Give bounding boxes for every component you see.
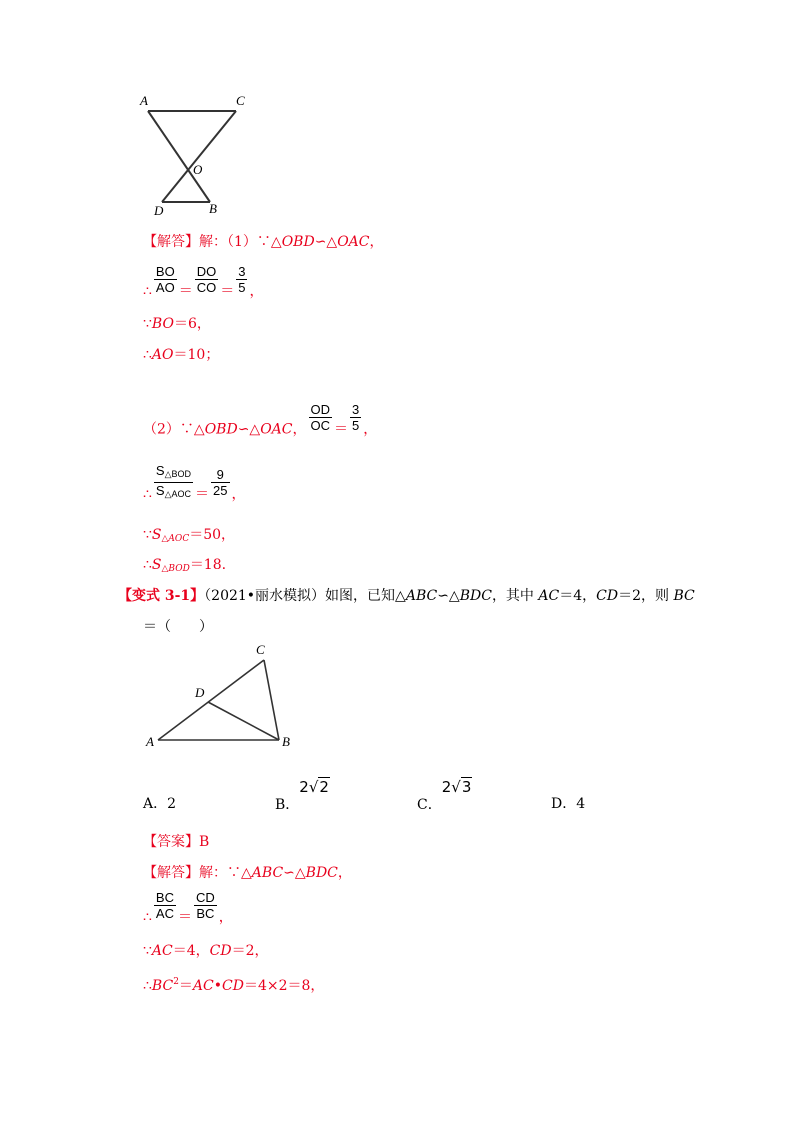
frac-od-oc-num: OD xyxy=(310,402,330,417)
sol3-result-bc: BC xyxy=(151,978,174,994)
sol2-comma-3: ， xyxy=(231,486,246,503)
sol1-intro: 解：（1）∵△ xyxy=(199,234,282,250)
s-symbol-2: S xyxy=(155,483,165,498)
segment-db-2 xyxy=(208,702,279,740)
sol1-given-prefix: ∵ xyxy=(143,316,152,332)
sol2-t2: OAC xyxy=(260,421,293,438)
sol1-result xyxy=(143,346,219,364)
figure-hourglass xyxy=(130,88,260,218)
s-symbol-1: S xyxy=(155,463,165,478)
segment-ab xyxy=(148,111,210,202)
sol1-t1: OBD xyxy=(281,234,315,250)
frac-do-co-den: CO xyxy=(196,280,217,295)
sol1-given xyxy=(143,315,211,333)
label-o: O xyxy=(193,162,203,177)
option-d[interactable] xyxy=(551,795,585,813)
sol2-sim: ∽△ xyxy=(237,421,261,438)
option-b[interactable] xyxy=(275,778,330,814)
frac-do-co xyxy=(195,264,219,295)
sol2-given-sub: △AOC xyxy=(161,534,190,544)
sol2-given-rest: ＝50， xyxy=(189,527,236,543)
frac-bo-ao xyxy=(154,264,177,295)
option-d-letter: D． xyxy=(551,796,577,812)
sol2-comma-2: ， xyxy=(363,421,378,438)
variant-mid: ，其中 xyxy=(491,588,539,604)
sol2-t1: OBD xyxy=(204,421,238,438)
frac-cd-bc-den: BC xyxy=(196,906,215,921)
variant-ac-val: ＝4， xyxy=(559,588,597,604)
label-d: D xyxy=(154,203,164,218)
option-c[interactable] xyxy=(417,778,472,814)
frac-9-25 xyxy=(211,467,229,498)
sol3-sim: ∽△ xyxy=(283,865,306,881)
sol1-result-prefix: ∴ xyxy=(143,347,152,363)
option-b-radicand: 2 xyxy=(319,778,329,796)
option-c-coef: 2 xyxy=(441,778,452,796)
frac-3-5 xyxy=(236,264,247,295)
sol1-given-var: BO xyxy=(151,316,174,332)
option-a[interactable] xyxy=(143,795,176,813)
sol3-abc: ABC xyxy=(251,865,284,881)
variant-abc: ABC xyxy=(405,588,438,604)
frac-bc-ac-den: AC xyxy=(155,906,174,921)
frac-3-5-den: 5 xyxy=(238,280,246,295)
frac-3-5-b-num: 3 xyxy=(352,402,360,417)
sol1-comma: ， xyxy=(369,234,384,250)
sol3-tag: 【解答】 xyxy=(143,865,199,881)
frac-9-25-den: 25 xyxy=(213,483,228,498)
option-c-letter: C． xyxy=(417,797,442,813)
sol1-therefore: ∴ xyxy=(143,283,152,300)
segment-cd xyxy=(162,111,236,202)
frac-area xyxy=(154,463,193,502)
sub-aoc: △AOC xyxy=(164,489,192,499)
option-a-letter: A． xyxy=(143,796,168,812)
answer-line xyxy=(143,833,209,851)
sol3-result-ac: AC xyxy=(192,978,214,994)
label-b-2: B xyxy=(282,734,290,749)
label-c: C xyxy=(236,93,245,108)
frac-3-5-b-den: 5 xyxy=(352,418,360,433)
frac-9-25-num: 9 xyxy=(211,467,229,483)
sol2-result-sub: △BOD xyxy=(161,564,190,574)
variant-tag: 【变式 3-1】 xyxy=(118,588,205,604)
option-c-radicand: 3 xyxy=(461,778,472,796)
sol3-given-prefix: ∵ xyxy=(143,943,152,959)
sol2-result-rest: ＝18. xyxy=(189,557,227,573)
sol1-tag: 【解答】 xyxy=(143,234,199,250)
sol3-given xyxy=(143,942,269,960)
sol3-result-prefix: ∴ xyxy=(143,978,152,994)
sol3-given-ac-val: ＝4， xyxy=(172,943,210,959)
sol3-comma: ， xyxy=(337,865,352,881)
eq-1: ＝ xyxy=(178,283,193,300)
option-b-letter: B． xyxy=(275,797,300,813)
variant-stem-text: （2021•丽水模拟）如图，已知△ xyxy=(204,588,406,604)
sol1-result-rest: ＝10； xyxy=(173,347,220,363)
option-b-value: 2√2 xyxy=(299,778,329,796)
sol3-therefore: ∴ xyxy=(143,909,152,926)
eq-5: ＝ xyxy=(177,909,192,926)
sol2-therefore: ∴ xyxy=(143,486,152,503)
option-a-value: 2 xyxy=(167,796,177,812)
sol3-given-cd: CD xyxy=(209,943,232,959)
sol2-given-prefix: ∵ xyxy=(143,527,152,543)
frac-od-oc xyxy=(309,402,333,433)
answer-value: B xyxy=(199,834,210,850)
eq-3: ＝ xyxy=(334,421,348,438)
frac-cd-bc xyxy=(194,890,217,921)
answer-tag: 【答案】 xyxy=(143,834,199,850)
sol2-given-s: S xyxy=(151,527,162,543)
frac-3-5-num: 3 xyxy=(238,264,246,279)
frac-bc-ac-num: BC xyxy=(155,890,174,905)
sol1-ratio-line xyxy=(143,264,263,301)
frac-od-oc-den: OC xyxy=(310,418,330,433)
variant-ac: AC xyxy=(538,588,560,604)
frac-cd-bc-num: CD xyxy=(195,890,215,905)
label-b: B xyxy=(209,201,217,216)
sol3-intro: 解：∵△ xyxy=(199,865,252,881)
eq-2: ＝ xyxy=(220,283,235,300)
sol3-comma-2: ， xyxy=(218,909,233,926)
sol1-sim: ∽△ xyxy=(314,234,338,250)
sol2-area-ratio xyxy=(143,463,246,504)
label-c-2: C xyxy=(256,642,265,657)
segment-cb-2 xyxy=(264,660,279,740)
sol1-line1 xyxy=(143,233,384,251)
sol3-result-eq: ＝ xyxy=(178,978,193,994)
frac-bo-ao-num: BO xyxy=(155,264,175,279)
variant-bc: BC xyxy=(673,588,695,604)
figure-triangle xyxy=(140,640,300,755)
sol1-t2: OAC xyxy=(337,234,370,250)
sol3-result-dot: • xyxy=(213,978,223,994)
sub-bod: △BOD xyxy=(164,469,192,479)
label-a-2: A xyxy=(146,734,154,749)
option-d-value: 4 xyxy=(576,796,586,812)
label-d-2: D xyxy=(195,685,205,700)
sol3-result-sq: 2 xyxy=(173,977,179,987)
sol3-given-cd-val: ＝2， xyxy=(231,943,269,959)
sol3-given-ac: AC xyxy=(151,943,173,959)
sol2-intro: （2）∵△ xyxy=(143,421,205,438)
eq-4: ＝ xyxy=(195,486,210,503)
option-c-value: 2√3 xyxy=(441,778,472,796)
sol2-line1 xyxy=(143,402,377,439)
sol2-comma: ， xyxy=(292,421,307,438)
frac-area-num xyxy=(154,463,193,483)
sol2-result-prefix: ∴ xyxy=(143,557,152,573)
variant-sim: ∽△ xyxy=(437,588,460,604)
option-b-coef: 2 xyxy=(299,778,309,796)
sol1-given-rest: ＝6， xyxy=(173,316,211,332)
variant-line2: ＝（ ） xyxy=(143,619,213,635)
sol3-result xyxy=(143,973,324,995)
segment-ac-2 xyxy=(158,660,264,740)
variant-bdc: BDC xyxy=(459,588,492,604)
label-a: A xyxy=(140,93,148,108)
variant-stem xyxy=(118,587,695,605)
variant-cd-val: ＝2，则 xyxy=(618,588,674,604)
sol3-line1 xyxy=(143,864,352,882)
sol3-result-cd: CD xyxy=(222,978,244,994)
frac-bo-ao-den: AO xyxy=(155,280,175,295)
frac-3-5-b xyxy=(350,402,361,433)
variant-cd: CD xyxy=(596,588,619,604)
sol2-result-s: S xyxy=(151,557,162,573)
sol3-bdc: BDC xyxy=(305,865,338,881)
sol1-comma-2: ， xyxy=(249,283,264,300)
sol2-given xyxy=(143,526,235,548)
frac-area-den xyxy=(154,483,193,502)
sol1-result-var: AO xyxy=(151,347,174,363)
sol2-result xyxy=(143,556,226,578)
sol3-result-rest: ＝4×2＝8， xyxy=(243,978,325,994)
frac-bc-ac xyxy=(154,890,176,921)
sol3-ratio-line xyxy=(143,890,233,927)
frac-do-co-num: DO xyxy=(196,264,217,279)
